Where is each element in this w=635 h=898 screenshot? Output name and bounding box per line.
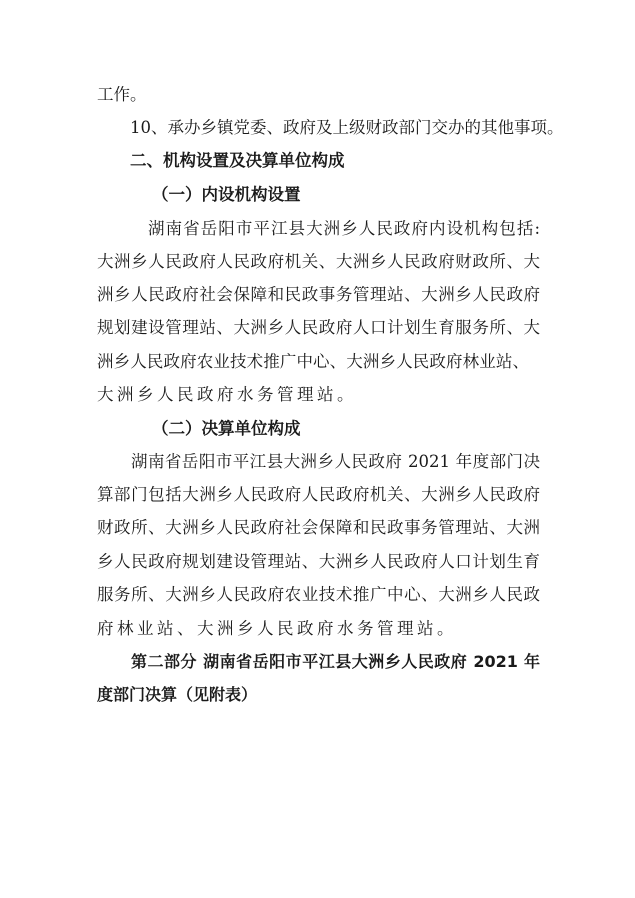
paragraph-line: 工作。 — [97, 85, 147, 104]
paragraph-line: 算部门包括大洲乡人民政府人民政府机关、大洲乡人民政府 — [97, 485, 540, 504]
paragraph-line: 府林业站、大洲乡人民政府水务管理站。 — [97, 619, 457, 638]
paragraph-line: 大洲乡人民政府人民政府机关、大洲乡人民政府财政所、大 — [97, 252, 540, 271]
paragraph-line: 规划建设管理站、大洲乡人民政府人口计划生育服务所、大 — [97, 318, 540, 337]
paragraph-line: 财政所、大洲乡人民政府社会保障和民政事务管理站、大洲 — [97, 518, 540, 537]
list-item-10: 10、承办乡镇党委、政府及上级财政部门交办的其他事项。 — [130, 118, 564, 137]
subsection-heading: （一）内设机构设置 — [152, 185, 301, 204]
paragraph-line: 湖南省岳阳市平江县大洲乡人民政府 2021 年度部门决 — [131, 452, 540, 471]
paragraph-line: 洲乡人民政府农业技术推广中心、大洲乡人民政府林业站、 — [97, 352, 529, 371]
paragraph-line: 大洲乡人民政府水务管理站。 — [97, 385, 357, 404]
section-heading: 二、机构设置及决算单位构成 — [130, 151, 345, 170]
subsection-heading: （二）决算单位构成 — [152, 419, 301, 438]
paragraph-line: 湖南省岳阳市平江县大洲乡人民政府内设机构包括: — [148, 219, 540, 238]
paragraph-line: 洲乡人民政府社会保障和民政事务管理站、大洲乡人民政府 — [97, 285, 540, 304]
paragraph-line: 服务所、大洲乡人民政府农业技术推广中心、大洲乡人民政 — [97, 585, 540, 604]
part-heading: 第二部分 湖南省岳阳市平江县大洲乡人民政府 2021 年 — [131, 652, 540, 671]
part-heading-continued: 度部门决算（见附表） — [97, 685, 258, 704]
paragraph-line: 乡人民政府规划建设管理站、大洲乡人民政府人口计划生育 — [97, 552, 540, 571]
